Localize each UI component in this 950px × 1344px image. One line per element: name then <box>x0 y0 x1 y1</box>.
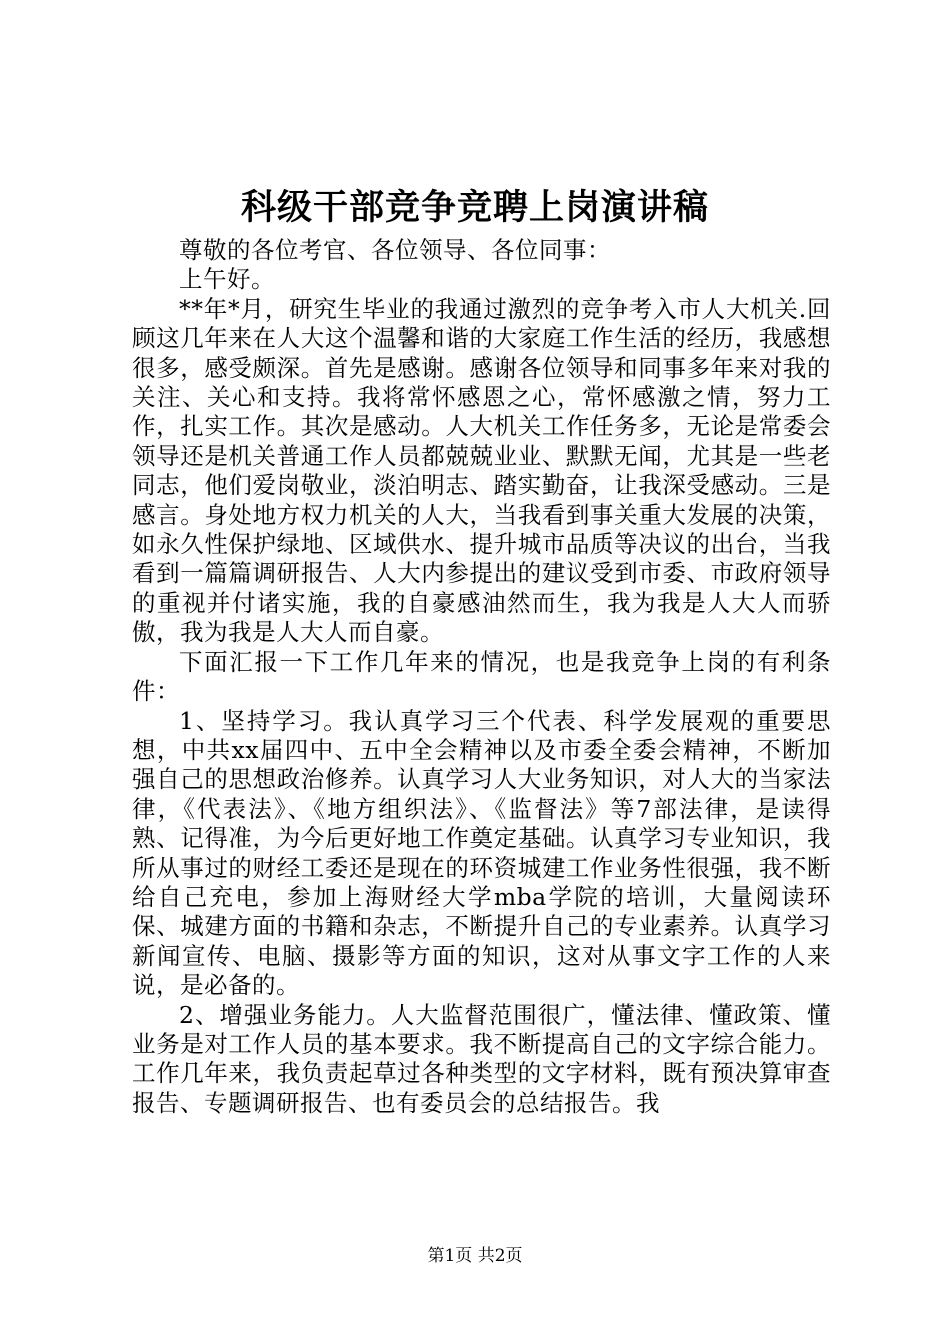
document-body <box>132 236 831 1118</box>
body-paragraph: 2、增强业务能力。人大监督范围很广，懂法律、懂政策、懂业务是对工作人员的基本要求。我不断提高自己的文字综合能力。工作几年来，我负责起草过各种类型的文字材料，既有预决算审查报告、专题调研报告、也有委员会的总结报告。我 <box>132 1000 831 1117</box>
page-footer: 第1页 共2页 <box>427 1246 523 1266</box>
greeting-paragraph: 上午好。 <box>179 265 275 294</box>
document-title: 科级干部竞争竞聘上岗演讲稿 <box>240 187 709 228</box>
body-paragraph: **年*月，研究生毕业的我通过激烈的竞争考入市人大机关.回顾这几年来在人大这个温馨和谐的大家庭工作生活的经历，我感想很多，感受颇深。首先是感谢。感谢各位领导和同事多年来对我的关注、关心和支持。我将常怀感恩之心，常怀感激之情，努力工作，扎实工作。其次是感动。人大机关工作任务多，无论是常委会领导还是机关普通工作人员都兢兢业业、默默无闻，尤其是一些老同志，他们爱岗敬业，淡泊明志、踏实勤奋，让我深受感动。三是感言。身处地方权力机关的人大，当我看到事关重大发展的决策，如永久性保护绿地、区域供水、提升城市品质等决议的出台，当我看到一篇篇调研报告、人大内参提出的建议受到市委、市政府领导的重视并付诸实施，我的自豪感油然而生，我为我是人大人而骄傲，我为我是人大人而自豪。 <box>132 294 831 647</box>
salutation-paragraph: 尊敬的各位考官、各位领导、各位同事： <box>179 236 611 264</box>
body-paragraph: 下面汇报一下工作几年来的情况，也是我竞争上岗的有利条件： <box>132 647 831 706</box>
body-paragraph: 1、坚持学习。我认真学习三个代表、科学发展观的重要思想，中共xx届四中、五中全会精神以及市委全委会精神，不断加强自己的思想政治修养。认真学习人大业务知识，对人大的当家法律，《代表法》、《地方组织法》、《监督法》等7部法律，是读得熟、记得准，为今后更好地工作奠定基础。认真学习专业知识，我所从事过的财经工委还是现在的环资城建工作业务性很强，我不断给自己充电，参加上海财经大学mba学院的培训，大量阅读环保、城建方面的书籍和杂志，不断提升自己的专业素养。认真学习新闻宣传、电脑、摄影等方面的知识，这对从事文字工作的人来说，是必备的。 <box>132 706 831 1000</box>
